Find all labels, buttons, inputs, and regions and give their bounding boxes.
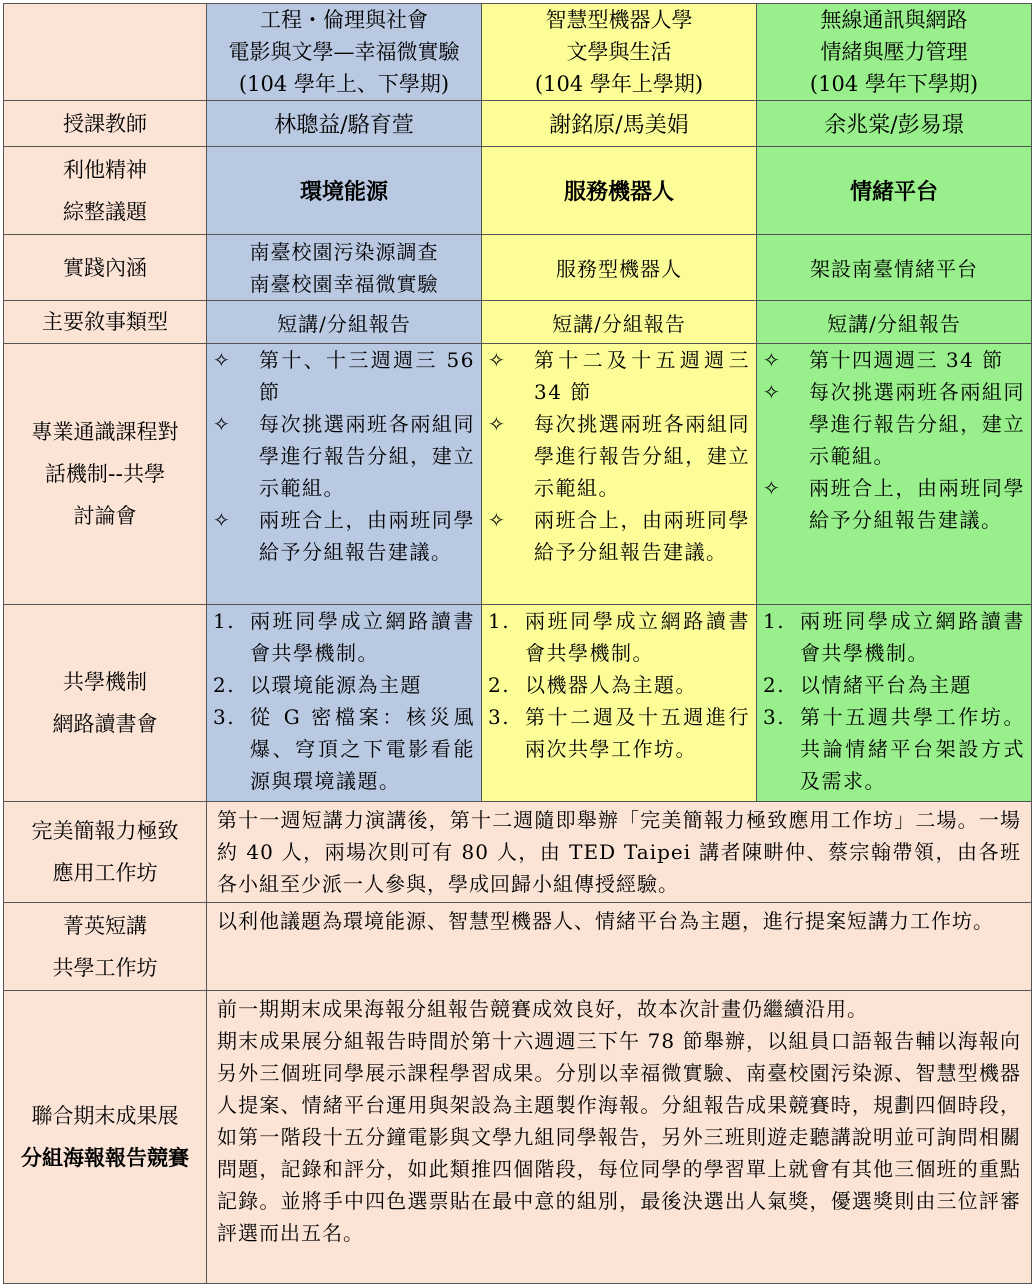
dialogue-label: 專業通識課程對 話機制--共學 討論會 [4,344,207,605]
list-item: ✧ 每次挑選兩班各兩組同學進行報告分組，建立示範組。 [488,412,750,500]
corner-cell [4,4,207,101]
network-2 [482,605,757,802]
list-item: 2. 以環境能源為主題 [213,673,422,697]
practice-3: 架設南臺情緒平台 [757,235,1032,301]
theme-1: 環境能源 [207,147,482,235]
list-item: ✧ 第十四週週三 34 節 [763,348,1004,372]
network-row [4,605,1032,802]
teachers-1: 林聰益/駱育萱 [207,101,482,147]
final-text: 前一期期末成果海報分組報告競賽成效良好，故本次計畫仍繼續沿用。 期末成果展分組報告時間於第十六週週三下午 78 節舉辦，以組員口語報告輔以海報向另外三個班同學展示課程學習成果。分別以幸福微實驗、南臺校園污染源、智慧型機器人提案、情緒平台運用與架設為主題製作海報。分組報告成果競賽時，規劃四個時段，如第一階段十五分鐘電影與文學九組同學報告，另外三班則遊走聽講說明並可詢問相關問題，記錄和評分，如此類推四個階段，每位同學的學習單上就會有其他三個班的重點記錄。並將手中四色選票貼在最中意的組別，最後決選出人氣獎，優選獎則由三位評審評選而出五名。 [207,991,1032,1284]
practice-row [4,235,1032,301]
course-header-3: 無線通訊與網路 情緒與壓力管理 (104 學年下學期) [757,4,1032,101]
practice-label: 實踐內涵 [4,235,207,301]
list-item: 1. 兩班同學成立網路讀書會共學機制。 [488,609,750,665]
network-3 [757,605,1032,802]
presentation-row [4,802,1032,903]
dialogue-3 [757,344,1032,605]
narrative-1: 短講/分組報告 [207,301,482,344]
list-item: ✧ 每次挑選兩班各兩組同學進行報告分組，建立示範組。 [763,380,1025,468]
network-label: 共學機制 網路讀書會 [4,605,207,802]
narrative-label: 主要敘事類型 [4,301,207,344]
list-item: ✧ 第十二及十五週週三 34 節 [488,348,750,404]
network-1 [207,605,482,802]
elite-text: 以利他議題為環境能源、智慧型機器人、情緒平台為主題，進行提案短講力工作坊。 [207,903,1032,991]
list-item: 1. 兩班同學成立網路讀書會共學機制。 [213,609,475,665]
list-item: ✧ 兩班合上，由兩班同學給予分組報告建議。 [763,476,1025,532]
narrative-2: 短講/分組報告 [482,301,757,344]
practice-1: 南臺校園污染源調查 南臺校園幸福微實驗 [207,235,482,301]
list-item: 3. 從 G 密檔案：核災風爆、穹頂之下電影看能源與環境議題。 [213,705,475,793]
narrative-3: 短講/分組報告 [757,301,1032,344]
final-label: 聯合期末成果展 分組海報報告競賽 [4,991,207,1284]
final-row [4,991,1032,1284]
presentation-text: 第十一週短講力演講後，第十二週隨即舉辦「完美簡報力極致應用工作坊」二場。一場約 40 人，兩場次則可有 80 人，由 TED Taipei 講者陳畊仲、蔡宗翰帶領，由各班各小組至少派一人參與，學成回歸小組傳授經驗。 [207,802,1032,903]
header-row [4,4,1032,101]
spirit-row [4,147,1032,235]
teachers-2: 謝銘原/馬美娟 [482,101,757,147]
list-item: 3. 第十二週及十五週進行兩次共學工作坊。 [488,705,750,761]
narrative-row [4,301,1032,344]
elite-label: 菁英短講 共學工作坊 [4,903,207,991]
teachers-3: 余兆棠/彭易璟 [757,101,1032,147]
list-item: ✧ 每次挑選兩班各兩組同學進行報告分組，建立示範組。 [213,412,475,500]
list-item: ✧ 兩班合上，由兩班同學給予分組報告建議。 [213,508,475,564]
list-item: 3. 第十五週共學工作坊。共論情緒平台架設方式及需求。 [763,705,1025,793]
dialogue-1 [207,344,482,605]
dialogue-2 [482,344,757,605]
spirit-label: 利他精神 綜整議題 [4,147,207,235]
dialogue-row [4,344,1032,605]
elite-row [4,903,1032,991]
presentation-label: 完美簡報力極致 應用工作坊 [4,802,207,903]
course-header-1: 工程・倫理與社會 電影與文學—幸福微實驗 (104 學年上、下學期) [207,4,482,101]
teachers-row [4,101,1032,147]
course-header-2: 智慧型機器人學 文學與生活 (104 學年上學期) [482,4,757,101]
practice-2: 服務型機器人 [482,235,757,301]
theme-2: 服務機器人 [482,147,757,235]
list-item: 2. 以機器人為主題。 [488,673,697,697]
list-item: 2. 以情緒平台為主題 [763,673,972,697]
list-item: 1. 兩班同學成立網路讀書會共學機制。 [763,609,1025,665]
program-table [3,3,1032,1284]
teachers-label: 授課教師 [4,101,207,147]
list-item: ✧ 第十、十三週週三 56 節 [213,348,475,404]
theme-3: 情緒平台 [757,147,1032,235]
list-item: ✧ 兩班合上，由兩班同學給予分組報告建議。 [488,508,750,564]
